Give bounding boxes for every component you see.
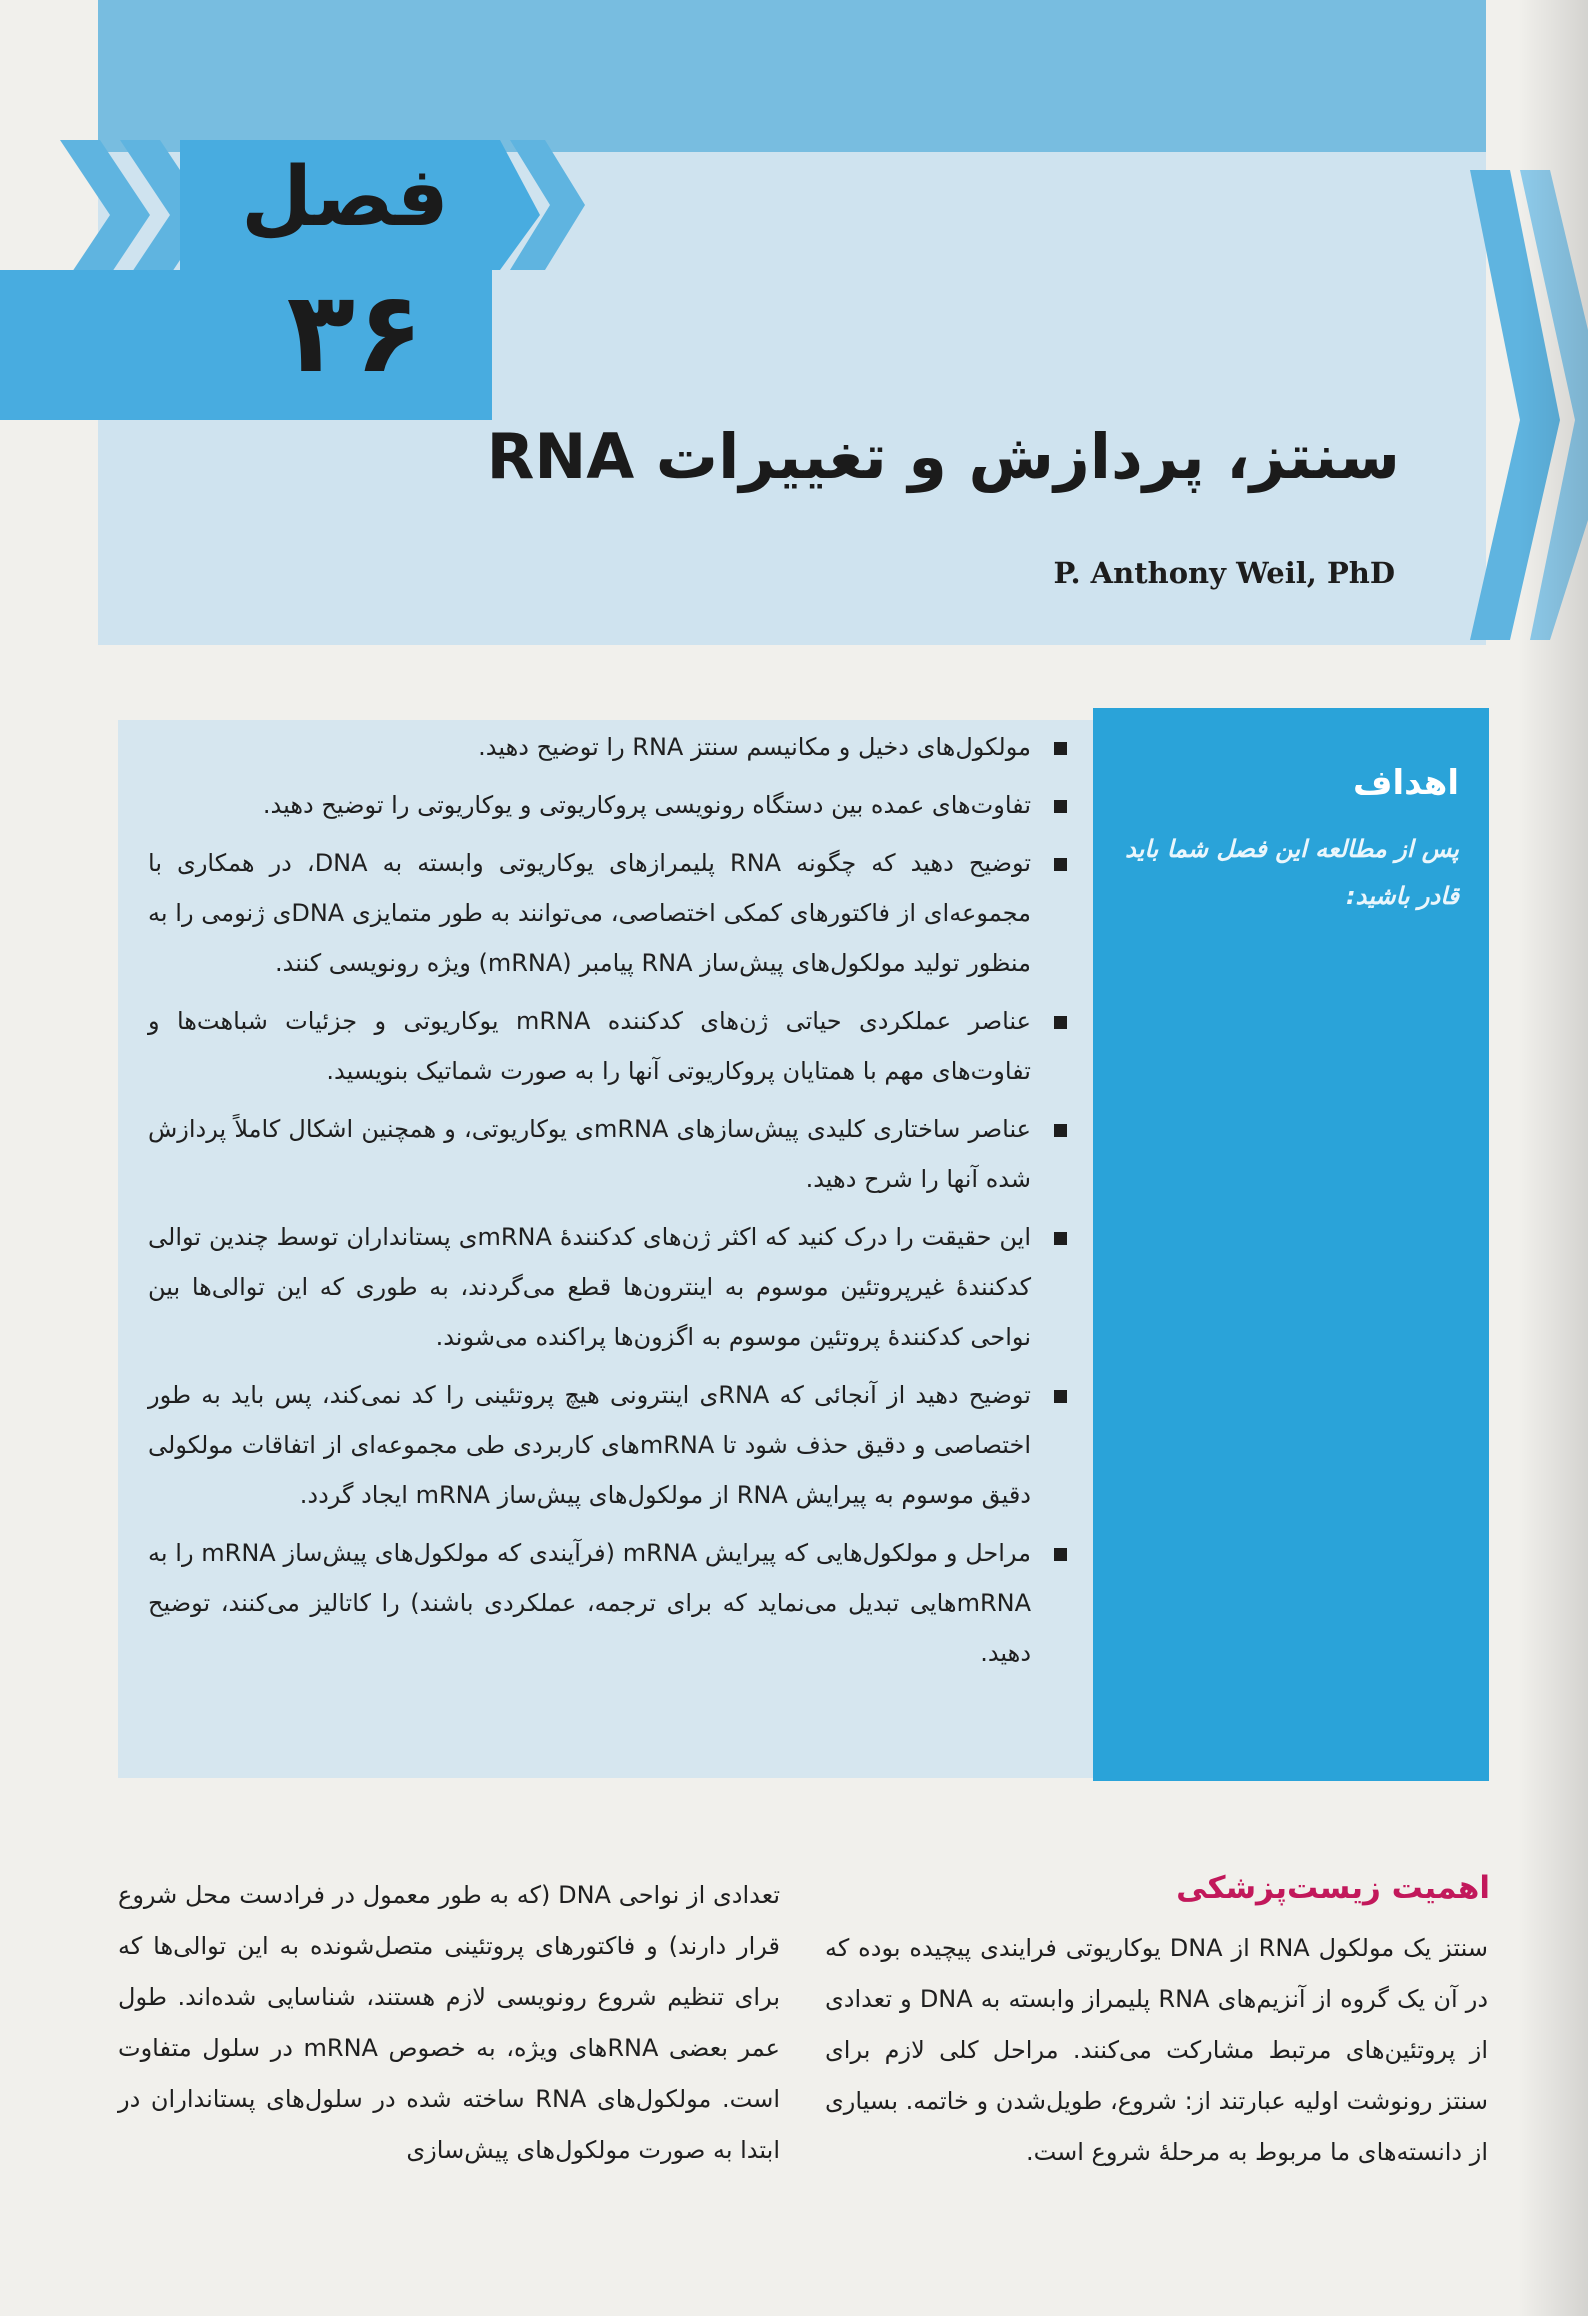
- objective-text: توضیح دهید از آنجائی که RNAی اینترونی هیچ پروتئینی را کد نمی‌کند، پس باید به طور اختصاصی و دقیق حذف شود تا mRNAهای کاربردی طی مجموعه‌ای از اتفاقات مولکولی دقیق موسوم به پیرایش RNA از مولکول‌های پیش‌ساز mRNA ایجاد گردد.: [148, 1381, 1031, 1509]
- objective-item: [148, 838, 1073, 988]
- objective-text: تفاوت‌های عمده بین دستگاه رونویسی پروکاریوتی و یوکاریوتی را توضیح دهید.: [262, 791, 1031, 819]
- objective-item: [148, 1370, 1073, 1520]
- chapter-title: سنتز، پردازش و تغییرات RNA: [486, 420, 1400, 493]
- body-paragraph-left-column: تعدادی از نواحی DNA (که به طور معمول در فرادست محل شروع قرار دارند) و فاکتورهای پروتئینی متصل‌شونده به این توالی‌ها که برای تنظیم شروع رونویسی لازم هستند، شناسایی شده‌اند. طول عمر بعضی RNAهای ویژه، به خصوص mRNA در سلول متفاوت است. مولکول‌های RNA ساخته شده در سلول‌های پستانداران در ابتدا به صورت مولکول‌های پیش‌سازی: [118, 1881, 781, 2164]
- chapter-number: ۳۶: [286, 268, 424, 398]
- page-edge-shadow: [1518, 0, 1588, 2316]
- objective-item: [148, 722, 1073, 772]
- objective-text: عناصر عملکردی حیاتی ژن‌های کدکننده mRNA یوکاریوتی و جزئیات شباهت‌ها و تفاوت‌های مهم با همتایان پروکاریوتی آنها را به صورت شماتیک بنویسید.: [148, 1007, 1031, 1085]
- objective-item: [148, 1104, 1073, 1204]
- square-bullet-icon: [1054, 1548, 1067, 1561]
- objective-item: [148, 1528, 1073, 1678]
- objectives-intro: پس از مطالعه این فصل شما باید قادر باشید:: [1125, 835, 1459, 910]
- objectives-sidebar: [1093, 708, 1489, 1781]
- square-bullet-icon: [1054, 858, 1067, 871]
- square-bullet-icon: [1054, 1390, 1067, 1403]
- objectives-list: [148, 722, 1073, 1762]
- square-bullet-icon: [1054, 1124, 1067, 1137]
- square-bullet-icon: [1054, 1232, 1067, 1245]
- objective-text: مراحل و مولکول‌هایی که پیرایش mRNA (فرآیندی که مولکول‌های پیش‌ساز mRNA را به mRNAهایی تبدیل می‌نماید که برای ترجمه، عملکردی باشند) را کاتالیز می‌کنند، توضیح دهید.: [148, 1539, 1031, 1667]
- square-bullet-icon: [1054, 800, 1067, 813]
- chapter-label: فصل: [241, 150, 449, 245]
- objective-text: توضیح دهید که چگونه RNA پلیمرازهای یوکاریوتی وابسته به DNA، در همکاری با مجموعه‌ای از فاکتورهای کمکی اختصاصی، می‌توانند به طور متمایزی DNAی ژنومی را به منظور تولید مولکول‌های پیش‌ساز RNA پیامبر (mRNA) ویژه رونویسی کنند.: [148, 849, 1032, 977]
- objective-item: [148, 780, 1073, 830]
- square-bullet-icon: [1054, 742, 1067, 755]
- square-bullet-icon: [1054, 1016, 1067, 1029]
- author-name: P. Anthony Weil, PhD: [1053, 556, 1395, 590]
- body-paragraph-right-column: سنتز یک مولکول RNA از DNA یوکاریوتی فرایندی پیچیده بوده که در آن یک گروه از آنزیم‌های RNA پلیمراز وابسته به DNA و تعدادی از پروتئین‌های مرتبط مشارکت می‌کنند. مراحل کلی لازم برای سنتز رونوشت اولیه عبارتند از: شروع، طویل‌شدن و خاتمه. بسیاری از دانسته‌های ما مربوط به مرحلهٔ شروع است.: [825, 1934, 1489, 2166]
- objective-text: عناصر ساختاری کلیدی پیش‌سازهای mRNAی یوکاریوتی، و همچنین اشکال کاملاً پردازش شده آنها را شرح دهید.: [148, 1115, 1032, 1193]
- objective-item: [148, 996, 1073, 1096]
- objectives-heading: اهداف: [1352, 763, 1459, 803]
- objective-text: مولکول‌های دخیل و مکانیسم سنتز RNA را توضیح دهید.: [478, 733, 1031, 761]
- objective-text: این حقیقت را درک کنید که اکثر ژن‌های کدکنندهٔ mRNAی پستانداران توسط چندین توالی کدکنندهٔ غیرپروتئین موسوم به اینترون‌ها قطع می‌گردند، به طوری که این توالی‌ها بین نواحی کدکنندهٔ پروتئین موسوم به اگزون‌ها پراکنده می‌شوند.: [148, 1223, 1031, 1351]
- biomedical-importance-heading: اهمیت زیست‌پزشکی: [1176, 1870, 1490, 1906]
- objective-item: [148, 1212, 1073, 1362]
